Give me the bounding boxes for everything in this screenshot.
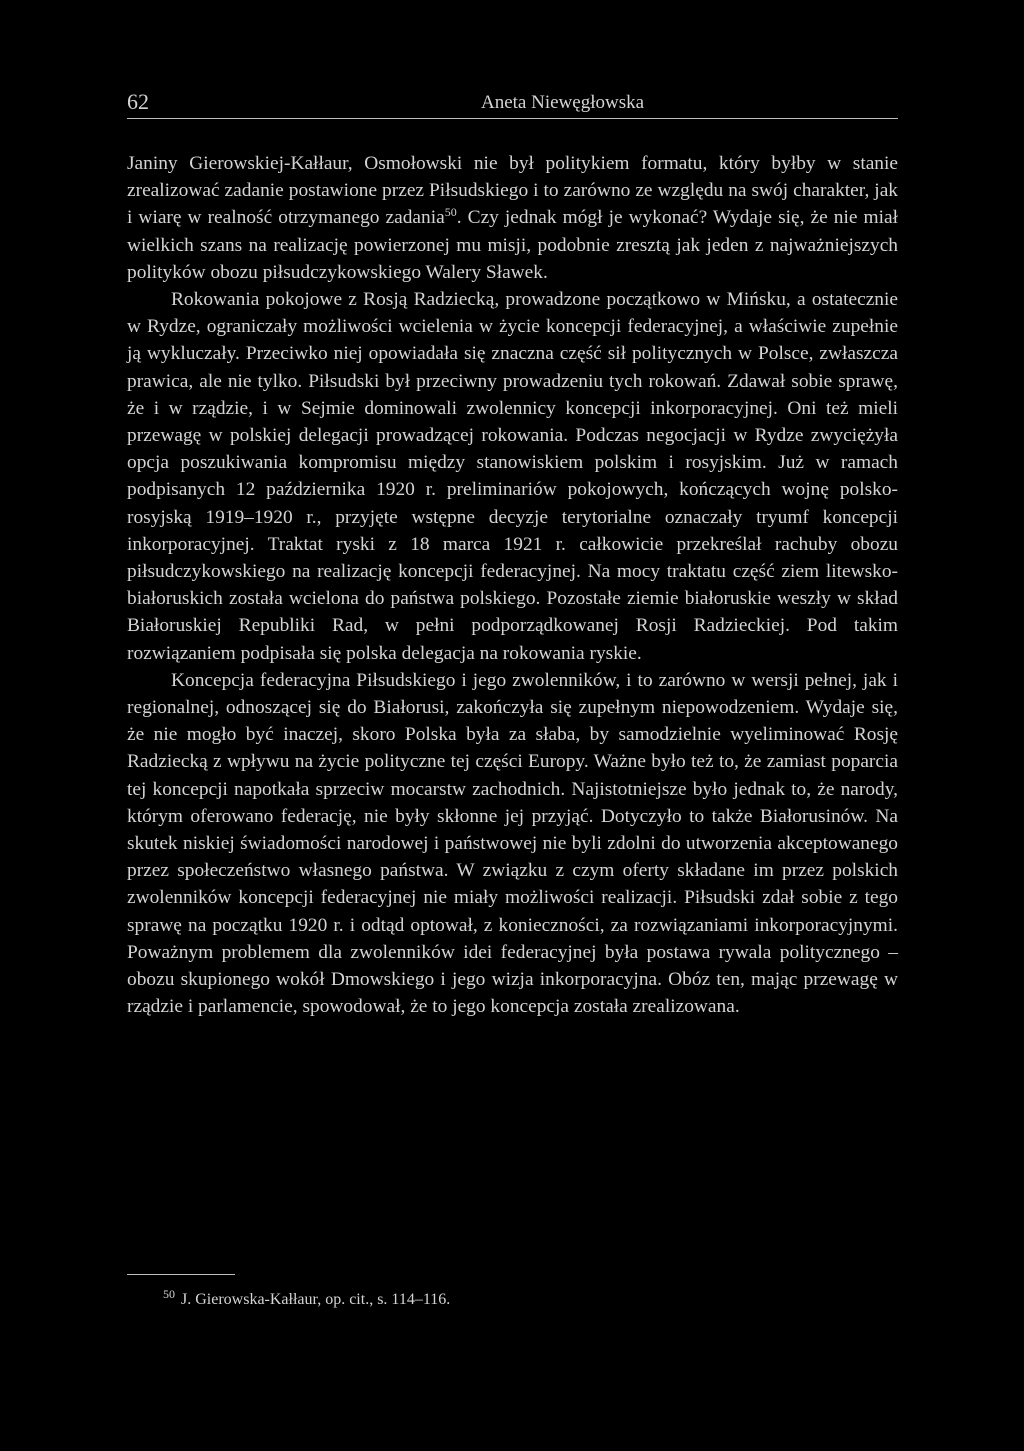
footnote: [163, 1287, 451, 1310]
body-text: [127, 150, 898, 1021]
paragraph-1-text-before: Janiny Gierowskiej-Kałłaur, Osmołowski nie był politykiem formatu, który byłby w stanie zrealizować zadanie postawione przez Piłsudskiego i to zarówno ze względu na swój charakter, jak i wiarę w realność otrzymanego zadania: [127, 153, 898, 229]
paragraph-2: Rokowania pokojowe z Rosją Radziecką, prowadzone początkowo w Mińsku, a ostatecznie w Rydze, ograniczały możliwości wcielenia w życie koncepcji federacyjnej, a właściwie zupełnie ją wykluczały. Przeciwko niej opowiadała się znaczna część sił politycznych w Polsce, zwłaszcza prawica, ale nie tylko. Piłsudski był przeciwny prowadzeniu tych rokowań. Zdawał sobie sprawę, że i w rządzie, i w Sejmie dominowali zwolennicy koncepcji inkorporacyjnej. Oni też mieli przewagę w polskiej delegacji prowadzącej rokowania. Podczas negocjacji w Rydze zwyciężyła opcja poszukiwania kompromisu między stanowiskiem polskim i rosyjskim. Już w ramach podpisanych 12 października 1920 r. preliminariów pokojowych, kończących wojnę polsko-rosyjską 1919–1920 r., przyjęte wstępne decyzje terytorialne oznaczały tryumf koncepcji inkorporacyjnej. Traktat ryski z 18 marca 1921 r. całkowicie przekreślał rachuby obozu piłsudczykowskiego na realizację koncepcji federacyjnej. Na mocy traktatu część ziem litewsko-białoruskich została wcielona do państwa polskiego. Pozostałe ziemie białoruskie weszły w skład Białoruskiej Republiki Rad, w pełni podporządkowanej Rosji Radzieckiej. Pod takim rozwiązaniem podpisała się polska delegacja na rokowania ryskie.: [127, 289, 898, 664]
page-number: 62: [127, 89, 149, 114]
footnote-reference: 50: [444, 205, 457, 220]
footnote-number: 50: [163, 1287, 175, 1301]
paragraph-1: [127, 150, 898, 286]
paragraph-1-text-after: . Czy jednak mógł je wykonać? Wydaje się, że nie miał wielkich szans na realizację powierzonej mu misji, podobnie zresztą jak jeden z najważniejszych polityków obozu piłsudczykowskiego Walery Sławek.: [127, 207, 898, 283]
footnote-separator: [127, 1274, 235, 1275]
footnote-text: J. Gierowska-Kałłaur, op. cit., s. 114–116.: [181, 1291, 451, 1308]
page-header: [127, 90, 898, 119]
running-head: Aneta Niewęgłowska: [480, 92, 645, 113]
paragraph-3: Koncepcja federacyjna Piłsudskiego i jego zwolenników, i to zarówno w wersji pełnej, jak i regionalnej, odnoszącej się do Białorusi, zakończyła się zupełnym niepowodzeniem. Wydaje się, że nie mogło być inaczej, skoro Polska była za słaba, by samodzielnie wyeliminować Rosję Radziecką z wpływu na życie polityczne tej części Europy. Ważne było też to, że zamiast poparcia tej koncepcji napotkała sprzeciw mocarstw zachodnich. Najistotniejsze było jednak to, że narody, którym oferowano federację, nie były skłonne jej przyjąć. Dotyczyło to także Białorusinów. Na skutek niskiej świadomości narodowej i państwowej nie byli zdolni do utworzenia akceptowanego przez społeczeństwo własnego państwa. W związku z czym oferty składane im przez polskich zwolenników koncepcji federacyjnej nie miały możliwości realizacji. Piłsudski zdał sobie z tego sprawę na początku 1920 r. i odtąd optował, z konieczności, za rozwiązaniami inkorporacyjnymi. Poważnym problemem dla zwolenników idei federacyjnej była postawa rywala politycznego – obozu skupionego wokół Dmowskiego i jego wizja inkorporacyjna. Obóz ten, mając przewagę w rządzie i parlamencie, spowodował, że to jego koncepcja została zrealizowana.: [127, 669, 898, 1018]
